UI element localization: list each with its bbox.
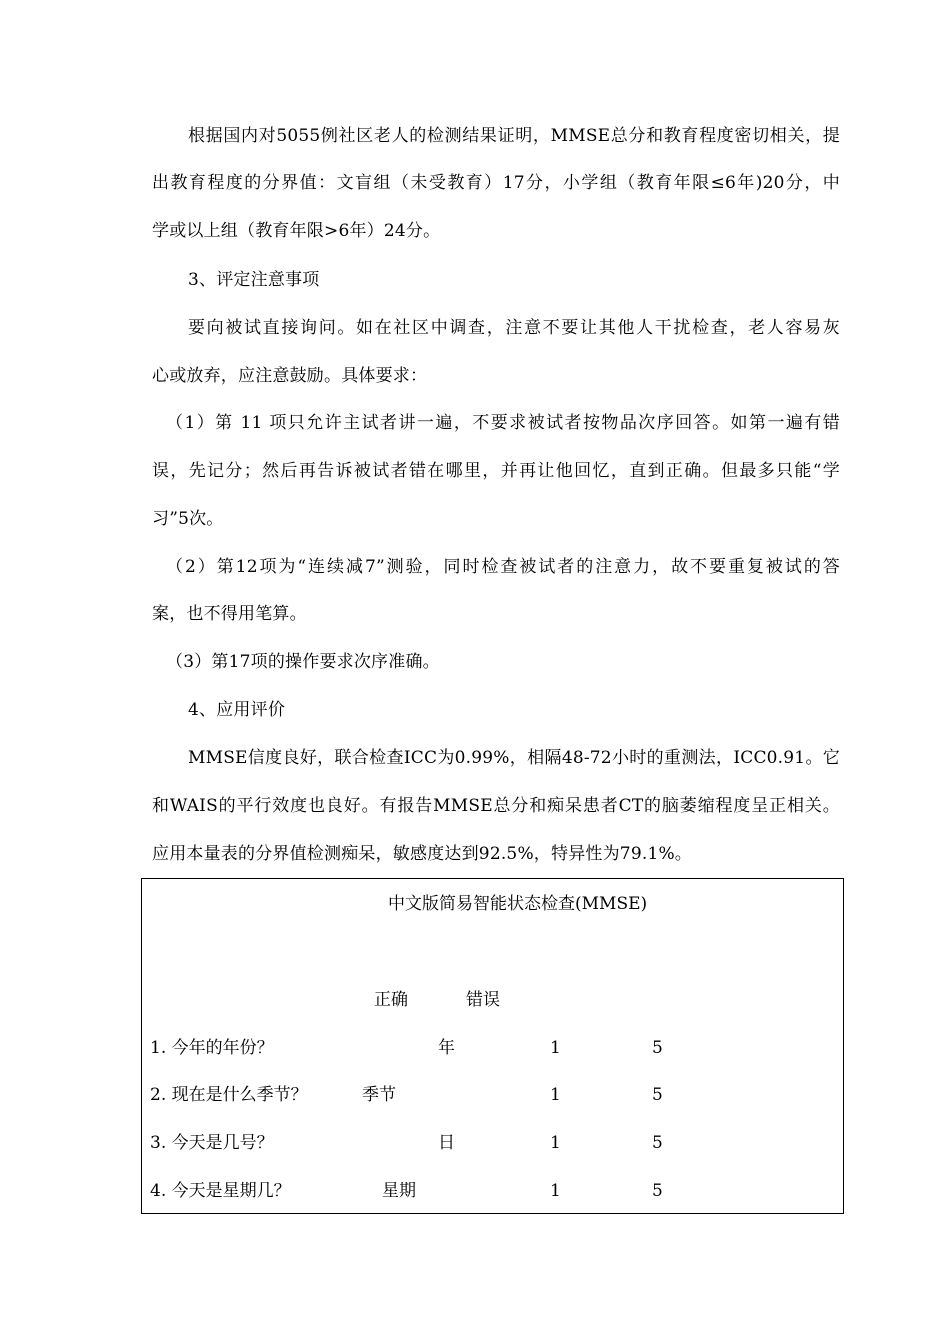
answer-4: 星期 bbox=[382, 1181, 416, 1201]
form-title: 中文版简易智能状态检查(MMSE) bbox=[388, 894, 648, 914]
question-3: 3. 今天是几号？ bbox=[150, 1133, 274, 1153]
question-2: 2. 现在是什么季节？ bbox=[150, 1085, 308, 1105]
answer-2: 季节 bbox=[362, 1085, 396, 1105]
header-correct: 正确 bbox=[374, 990, 408, 1010]
mmse-form bbox=[141, 878, 844, 1214]
section-heading: 3、评定注意事项 bbox=[188, 270, 320, 290]
paragraph-line: 出教育程度的分界值：文盲组（未受教育）17分，小学组（教育年限≤6年)20分，中 bbox=[152, 173, 840, 193]
score-correct-2: 1 bbox=[550, 1085, 561, 1105]
requirement-line: （2）第12项为“连续减7”测验，同时检查被试者的注意力，故不要重复被试的答 bbox=[166, 557, 840, 577]
question-4: 4. 今天是星期几？ bbox=[150, 1181, 291, 1201]
score-correct-3: 1 bbox=[550, 1133, 561, 1153]
answer-1: 年 bbox=[438, 1038, 455, 1058]
requirement-line: 误，先记分；然后再告诉被试者错在哪里，并再让他回忆，直到正确。但最多只能“学 bbox=[152, 461, 840, 481]
section-heading: 4、应用评价 bbox=[188, 700, 286, 720]
score-wrong-1: 5 bbox=[652, 1038, 663, 1058]
score-correct-4: 1 bbox=[550, 1181, 561, 1201]
paragraph-line: 学或以上组（教育年限>6年）24分。 bbox=[152, 221, 441, 241]
paragraph-line: MMSE信度良好，联合检查ICC为0.99%，相隔48-72小时的重测法，ICC0.91。它 bbox=[188, 748, 840, 768]
header-wrong: 错误 bbox=[466, 990, 500, 1010]
question-1: 1. 今年的年份？ bbox=[150, 1038, 274, 1058]
score-wrong-2: 5 bbox=[652, 1085, 663, 1105]
score-wrong-3: 5 bbox=[652, 1133, 663, 1153]
paragraph-line: 应用本量表的分界值检测痴呆，敏感度达到92.5%，特异性为79.1%。 bbox=[152, 844, 693, 864]
score-wrong-4: 5 bbox=[652, 1181, 663, 1201]
answer-3: 日 bbox=[438, 1133, 455, 1153]
requirement-line: 案，也不得用笔算。 bbox=[152, 604, 307, 624]
paragraph-line: 根据国内对5055例社区老人的检测结果证明，MMSE总分和教育程度密切相关，提 bbox=[188, 126, 840, 146]
paragraph-line: 和WAIS的平行效度也良好。有报告MMSE总分和痴呆患者CT的脑萎缩程度呈正相关。 bbox=[152, 796, 840, 816]
requirement-line: 习”5次。 bbox=[152, 509, 224, 529]
paragraph-line: 心或放弃，应注意鼓励。具体要求： bbox=[152, 366, 428, 386]
requirement-line: （3）第17项的操作要求次序准确。 bbox=[166, 652, 440, 672]
paragraph-line: 要向被试直接询问。如在社区中调查，注意不要让其他人干扰检查，老人容易灰 bbox=[188, 318, 840, 338]
requirement-line: （1）第 11 项只允许主试者讲一遍，不要求被试者按物品次序回答。如第一遍有错 bbox=[166, 413, 840, 433]
score-correct-1: 1 bbox=[550, 1038, 561, 1058]
